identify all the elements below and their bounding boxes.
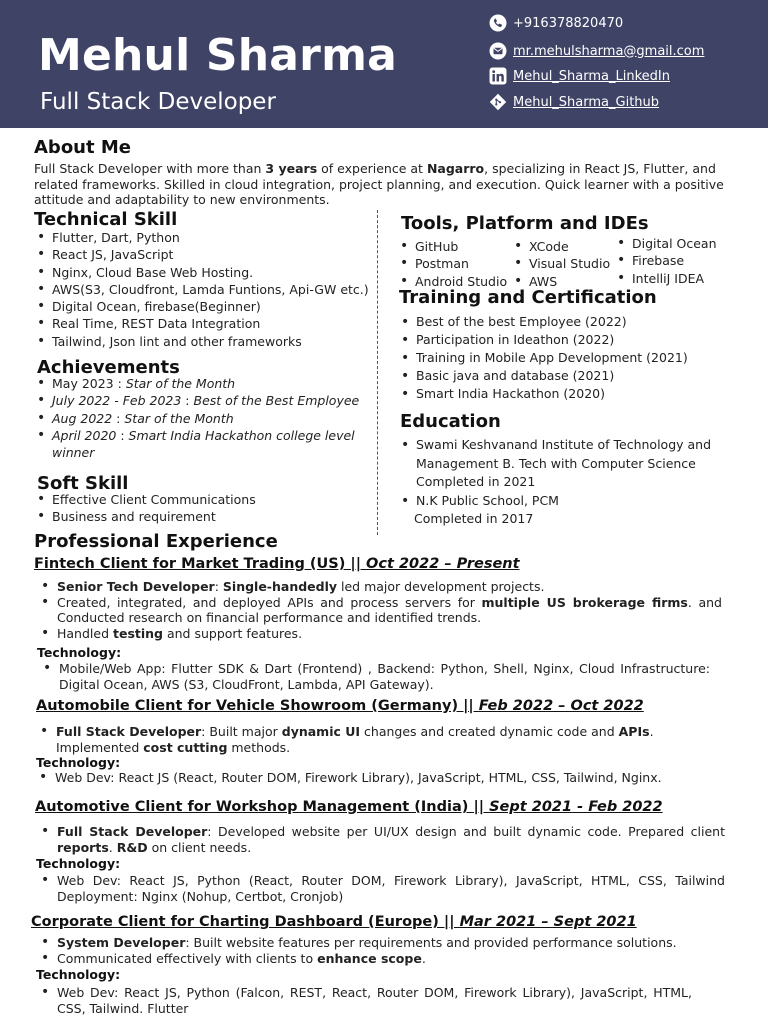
list-item: • AWS(S3, Cloudfront, Lamda Funtions, Api-GW etc.) <box>34 281 369 298</box>
job-title-2: Automobile Client for Vehicle Showroom (Germany) || Feb 2022 – Oct 2022 <box>36 698 644 714</box>
job-title-4: Corporate Client for Charting Dashboard (Europe) || Mar 2021 – Sept 2021 <box>31 914 637 930</box>
technology-label: Technology: <box>36 967 121 982</box>
list-item: • XCode <box>511 238 610 255</box>
list-item: • Created, integrated, and deployed APIs and process servers for multiple US brokerage firms. and Conducted research on financial performance and identified trends. <box>36 595 722 626</box>
linkedin-icon <box>489 67 507 85</box>
job-dates: Oct 2022 – Present <box>366 556 520 572</box>
list-item: • N.K Public School, PCM <box>398 492 711 511</box>
contact-linkedin[interactable] <box>489 67 670 85</box>
technical-skill-list <box>34 229 369 350</box>
about-company: Nagarro <box>426 161 485 176</box>
job-dates: Feb 2022 – Oct 2022 <box>478 698 644 714</box>
list-item: • Full Stack Developer: Developed website per UI/UX design and built dynamic code. Prepared client reports. R&D on client needs. <box>36 824 725 855</box>
job-2-tech-list <box>34 770 734 786</box>
list-item: • Mobile/Web App: Flutter SDK & Dart (Frontend) , Backend: Python, Shell, Nginx, Cloud Infrastructure: Digital Ocean, AWS (S3, CloudFront, Lambda, API Gateway). <box>38 661 710 692</box>
list-item: • Real Time, REST Data Integration <box>34 315 369 332</box>
candidate-name: Mehul Sharma <box>38 30 398 81</box>
job-2-list <box>35 724 675 755</box>
list-item: • Training in Mobile App Development (2021) <box>398 349 688 367</box>
linkedin-link[interactable]: Mehul_Sharma_LinkedIn <box>513 68 670 84</box>
list-item: • Effective Client Communications <box>34 491 256 508</box>
email-link[interactable]: mr.mehulsharma@gmail.com <box>513 43 705 59</box>
list-item: • Senior Tech Developer: Single-handedly led major development projects. <box>36 579 722 595</box>
header-banner <box>0 0 768 128</box>
list-item: • GitHub <box>397 238 507 255</box>
job-1-list <box>36 579 722 641</box>
list-item: • Firebase <box>614 252 717 269</box>
soft-skill-title: Soft Skill <box>37 473 129 494</box>
list-item: • Communicated effectively with clients to enhance scope. <box>36 951 726 967</box>
list-item: • Nginx, Cloud Base Web Hosting. <box>34 264 369 281</box>
list-item: • Basic java and database (2021) <box>398 367 688 385</box>
technology-label: Technology: <box>37 645 122 660</box>
list-item: • Web Dev: React JS, Python (Falcon, REST, React, Router DOM, Firework Library), JavaScript, HTML, CSS, Tailwind. Flutter <box>36 985 692 1016</box>
list-item: • Web Dev: React JS (React, Router DOM, Firework Library), JavaScript, HTML, CSS, Tailwind, Nginx. <box>34 770 734 786</box>
job-title-3: Automotive Client for Workshop Management (India) || Sept 2021 - Feb 2022 <box>35 799 663 815</box>
achievements-title: Achievements <box>37 357 180 378</box>
list-item-continuation: Completed in 2021 <box>416 474 536 489</box>
experience-title: Professional Experience <box>34 531 278 552</box>
list-item: • Aug 2022 : Star of the Month <box>34 410 374 427</box>
list-item: • Digital Ocean, firebase(Beginner) <box>34 298 369 315</box>
mail-icon <box>489 42 507 60</box>
technology-label: Technology: <box>36 856 121 871</box>
list-item: • Business and requirement <box>34 508 256 525</box>
list-item: • IntelliJ IDEA <box>614 270 717 287</box>
about-title: About Me <box>34 137 131 158</box>
list-item: • April 2020 : Smart India Hackathon college level winner <box>34 427 374 462</box>
job-dates: Sept 2021 - Feb 2022 <box>489 799 663 815</box>
about-years: 3 years <box>265 161 318 176</box>
achievements-list <box>34 375 374 461</box>
soft-skill-list <box>34 491 256 526</box>
tools-title: Tools, Platform and IDEs <box>401 213 649 234</box>
list-item: • Smart India Hackathon (2020) <box>398 385 688 403</box>
technical-skill-title: Technical Skill <box>34 209 178 230</box>
list-item-continuation: Management B. Tech with Computer Science <box>416 455 696 471</box>
github-link[interactable]: Mehul_Sharma_Github <box>513 94 660 110</box>
list-item: • Android Studio <box>397 273 507 290</box>
technology-label: Technology: <box>36 755 121 770</box>
phone-number: +916378820470 <box>513 15 624 31</box>
list-item: • Flutter, Dart, Python <box>34 229 369 246</box>
job-4-tech-list <box>36 985 692 1016</box>
job-1-tech-list <box>38 661 710 692</box>
github-icon <box>489 93 507 111</box>
job-dates: Mar 2021 – Sept 2021 <box>459 914 637 930</box>
list-item: • Digital Ocean <box>614 235 717 252</box>
job-3-list <box>36 824 725 855</box>
training-title: Training and Certification <box>399 287 657 308</box>
list-item: • Participation in Ideathon (2022) <box>398 331 688 349</box>
contact-github[interactable] <box>489 93 659 111</box>
about-text: Full Stack Developer with more than 3 years of experience at Nagarro, specializing in React JS, Flutter, and related frameworks. Skilled in cloud integration, project planning, and execution. Quick learner with a positive attitude and adaptability to new environments. <box>34 161 724 207</box>
list-item: • Handled testing and support features. <box>36 626 722 642</box>
list-item: • Full Stack Developer: Built major dynamic UI changes and created dynamic code and APIs. Implemented cost cutting methods. <box>35 724 675 755</box>
job-3-tech-list <box>36 873 725 904</box>
tools-col-2 <box>511 238 610 290</box>
list-item: • React JS, JavaScript <box>34 246 369 263</box>
phone-icon <box>489 14 507 32</box>
education-title: Education <box>400 411 501 432</box>
list-item: • System Developer: Built website features per requirements and provided performance solutions. <box>36 935 726 951</box>
list-item: • Web Dev: React JS, Python (React, Router DOM, Firework Library), JavaScript, HTML, CSS, Tailwind Deployment: Nginx (Nohup, Certbot, Cronjob) <box>36 873 725 904</box>
list-item: • Visual Studio <box>511 255 610 272</box>
list-item: • May 2023 : Star of the Month <box>34 375 374 392</box>
contact-email[interactable] <box>489 42 704 60</box>
contact-phone <box>489 14 623 32</box>
list-item: • Postman <box>397 255 507 272</box>
tools-col-1 <box>397 238 507 290</box>
list-item: • Swami Keshvanand Institute of Technology and <box>398 436 711 455</box>
education-list <box>398 436 711 529</box>
tools-col-3 <box>614 235 717 287</box>
training-list <box>398 313 688 403</box>
job-4-list <box>36 935 726 966</box>
list-item-continuation: Completed in 2017 <box>414 511 534 526</box>
job-title-1: Fintech Client for Market Trading (US) || Oct 2022 – Present <box>34 556 520 572</box>
list-item: • Best of the best Employee (2022) <box>398 313 688 331</box>
candidate-title: Full Stack Developer <box>40 89 276 115</box>
column-divider <box>377 210 378 535</box>
list-item: • AWS <box>511 273 610 290</box>
list-item: • Tailwind, Json lint and other frameworks <box>34 333 369 350</box>
list-item: • July 2022 - Feb 2023 : Best of the Best Employee <box>34 392 374 409</box>
